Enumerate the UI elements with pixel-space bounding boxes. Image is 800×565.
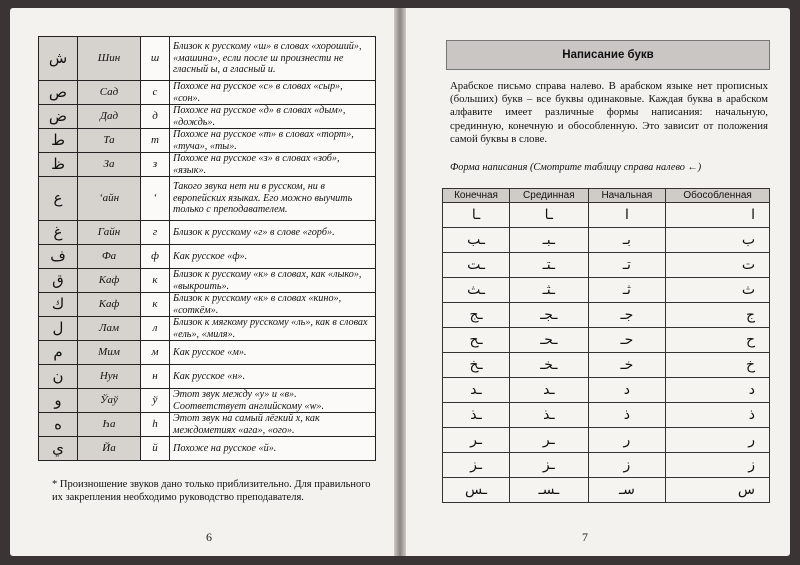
table-row (39, 245, 376, 269)
russian-equivalent: м (141, 341, 170, 365)
letter-name: Каф (78, 293, 141, 317)
russian-equivalent: т (141, 129, 170, 153)
letter-form: ـحـ (510, 328, 589, 353)
pronunciation-description: Как русское «ф». (170, 245, 376, 269)
letter-name: Фа (78, 245, 141, 269)
table-row (39, 389, 376, 413)
table-row (39, 105, 376, 129)
letter-form: ـت (443, 253, 510, 278)
table-row (39, 437, 376, 461)
table-row (39, 365, 376, 389)
column-header: Конечная (443, 189, 510, 203)
arabic-letter: م (39, 341, 78, 365)
arabic-letter: ف (39, 245, 78, 269)
russian-equivalent: с (141, 81, 170, 105)
pronunciation-description: Близок к русскому «г» в слове «горб». (170, 221, 376, 245)
letter-name: Һа (78, 413, 141, 437)
letter-form: ت (666, 253, 770, 278)
letter-form: ر (666, 428, 770, 453)
russian-equivalent: ў (141, 389, 170, 413)
letter-name: Нун (78, 365, 141, 389)
pronunciation-table (38, 36, 376, 461)
pronunciation-description: Близок к русскому «к» в словах, как «лыко», «выкроить». (170, 269, 376, 293)
table-row (39, 153, 376, 177)
letter-form: ـثـ (510, 278, 589, 303)
table-caption: Форма написания (Смотрите таблицу справа налево ←) (450, 162, 702, 173)
letter-name: Шин (78, 37, 141, 81)
letter-name: Дад (78, 105, 141, 129)
letter-name: Лам (78, 317, 141, 341)
letter-form: ـتـ (510, 253, 589, 278)
letter-form: ا (666, 203, 770, 228)
footnote: * Произношение звуков дано только приблизительно. Для правильного их закрепления необходимо руководство преподавателя. (52, 479, 371, 503)
letter-form: ـد (510, 378, 589, 403)
pronunciation-description: Похоже на русское «т» в словах «торт», «туча», «ты». (170, 129, 376, 153)
russian-equivalent: һ (141, 413, 170, 437)
book-gutter (394, 8, 406, 556)
right-page (406, 8, 790, 556)
letter-form: ـذ (510, 403, 589, 428)
arabic-letter: ع (39, 177, 78, 221)
table-row (443, 378, 770, 403)
letter-form: ـا (510, 203, 589, 228)
arabic-letter: ظ (39, 153, 78, 177)
pronunciation-description: Похоже на русское «с» в словах «сыр», «сон». (170, 81, 376, 105)
table-row (443, 278, 770, 303)
table-row (39, 317, 376, 341)
section-header: Написание букв (446, 40, 770, 70)
arabic-letter: غ (39, 221, 78, 245)
pronunciation-description: Близок к русскому «к» в словах «кино», «соткём». (170, 293, 376, 317)
letter-form: ـج (443, 303, 510, 328)
arabic-letter: ش (39, 37, 78, 81)
table-row (443, 328, 770, 353)
letter-form: تـ (588, 253, 666, 278)
letter-form: ـس (443, 478, 510, 503)
letter-name: За (78, 153, 141, 177)
left-page (10, 8, 394, 556)
pronunciation-description: Этот звук между «у» и «в». Соответствует английскому «w». (170, 389, 376, 413)
letter-form: ـز (510, 453, 589, 478)
pronunciation-description: Как русское «н». (170, 365, 376, 389)
table-row (39, 129, 376, 153)
page-number-left: 6 (206, 530, 212, 544)
letter-name: Гайн (78, 221, 141, 245)
arabic-letter: ه (39, 413, 78, 437)
arabic-letter: ص (39, 81, 78, 105)
column-header: Начальная (588, 189, 666, 203)
russian-equivalent: ш (141, 37, 170, 81)
letter-form: ـسـ (510, 478, 589, 503)
letter-form: سـ (588, 478, 666, 503)
pronunciation-description: Как русское «м». (170, 341, 376, 365)
table-row (39, 341, 376, 365)
russian-equivalent: й (141, 437, 170, 461)
letter-form: ح (666, 328, 770, 353)
letter-name: ʻайн (78, 177, 141, 221)
table-row (443, 303, 770, 328)
russian-equivalent: к (141, 293, 170, 317)
russian-equivalent: ʻ (141, 177, 170, 221)
pronunciation-description: Близок к мягкому русскому «ль», как в словах «ель», «миля». (170, 317, 376, 341)
arabic-letter: ك (39, 293, 78, 317)
table-row (443, 403, 770, 428)
arabic-letter: ط (39, 129, 78, 153)
letter-form: ز (666, 453, 770, 478)
letter-form: ـث (443, 278, 510, 303)
letter-form: جـ (588, 303, 666, 328)
letter-forms-table (442, 188, 770, 503)
table-row (443, 253, 770, 278)
letter-form: ز (588, 453, 666, 478)
letter-name: Ўаў (78, 389, 141, 413)
table-row (443, 453, 770, 478)
letter-form: س (666, 478, 770, 503)
letter-form: حـ (588, 328, 666, 353)
table-row (39, 177, 376, 221)
table-row (39, 221, 376, 245)
table-row (443, 203, 770, 228)
letter-form: ـر (510, 428, 589, 453)
letter-form: ـا (443, 203, 510, 228)
russian-equivalent: д (141, 105, 170, 129)
intro-paragraph: Арабское письмо справа налево. В арабском языке нет прописных (больших) букв – все буквы одинаковые. Каждая буква в арабском алфавите имеет различные формы написания: начальную, срединную, конечную и обособленную. Это зависит от положения самой буквы в слове. (450, 80, 768, 145)
table-row (443, 428, 770, 453)
letter-form: ـز (443, 453, 510, 478)
letter-name: Сад (78, 81, 141, 105)
pronunciation-description: Похоже на русское «з» в словах «зоб», «язык». (170, 153, 376, 177)
letter-form: ث (666, 278, 770, 303)
letter-form: ـر (443, 428, 510, 453)
letter-form: ثـ (588, 278, 666, 303)
pronunciation-description: Этот звук на самый лёгкий х, как междометиях «ага», «ого». (170, 413, 376, 437)
pronunciation-description: Такого звука нет ни в русском, ни в европейских языках. Его можно выучить только с преподавателем. (170, 177, 376, 221)
table-row (443, 353, 770, 378)
arabic-letter: ي (39, 437, 78, 461)
table-row (39, 293, 376, 317)
column-header: Обособленная (666, 189, 770, 203)
table-row (39, 37, 376, 81)
russian-equivalent: з (141, 153, 170, 177)
letter-form: ـجـ (510, 303, 589, 328)
letter-form: د (588, 378, 666, 403)
letter-form: خـ (588, 353, 666, 378)
arabic-letter: و (39, 389, 78, 413)
letter-form: د (666, 378, 770, 403)
table-row (443, 478, 770, 503)
letter-form: ـخ (443, 353, 510, 378)
russian-equivalent: к (141, 269, 170, 293)
table-row (39, 81, 376, 105)
arabic-letter: ل (39, 317, 78, 341)
letter-form: ا (588, 203, 666, 228)
table-row (443, 228, 770, 253)
russian-equivalent: ф (141, 245, 170, 269)
letter-name: Каф (78, 269, 141, 293)
letter-form: ر (588, 428, 666, 453)
letter-form: ـد (443, 378, 510, 403)
letter-form: ذ (666, 403, 770, 428)
table-row (39, 269, 376, 293)
letter-form: ـذ (443, 403, 510, 428)
letter-name: Мим (78, 341, 141, 365)
arabic-letter: ض (39, 105, 78, 129)
letter-name: Та (78, 129, 141, 153)
russian-equivalent: н (141, 365, 170, 389)
arabic-letter: ق (39, 269, 78, 293)
pronunciation-description: Похоже на русское «й». (170, 437, 376, 461)
letter-form: ـب (443, 228, 510, 253)
letter-form: ـخـ (510, 353, 589, 378)
letter-form: ـح (443, 328, 510, 353)
table-row (39, 413, 376, 437)
page-number-right: 7 (582, 530, 588, 544)
letter-form: ج (666, 303, 770, 328)
russian-equivalent: л (141, 317, 170, 341)
letter-form: بـ (588, 228, 666, 253)
letter-form: ـبـ (510, 228, 589, 253)
russian-equivalent: г (141, 221, 170, 245)
letter-form: ب (666, 228, 770, 253)
letter-form: ذ (588, 403, 666, 428)
letter-form: خ (666, 353, 770, 378)
pronunciation-description: Близок к русскому «ш» в словах «хороший», «машина», если после ш произнести не гласный ы, а гласный и. (170, 37, 376, 81)
pronunciation-description: Похоже на русское «д» в словах «дым», «дождь». (170, 105, 376, 129)
column-header: Срединная (510, 189, 589, 203)
letter-name: Йа (78, 437, 141, 461)
arabic-letter: ن (39, 365, 78, 389)
